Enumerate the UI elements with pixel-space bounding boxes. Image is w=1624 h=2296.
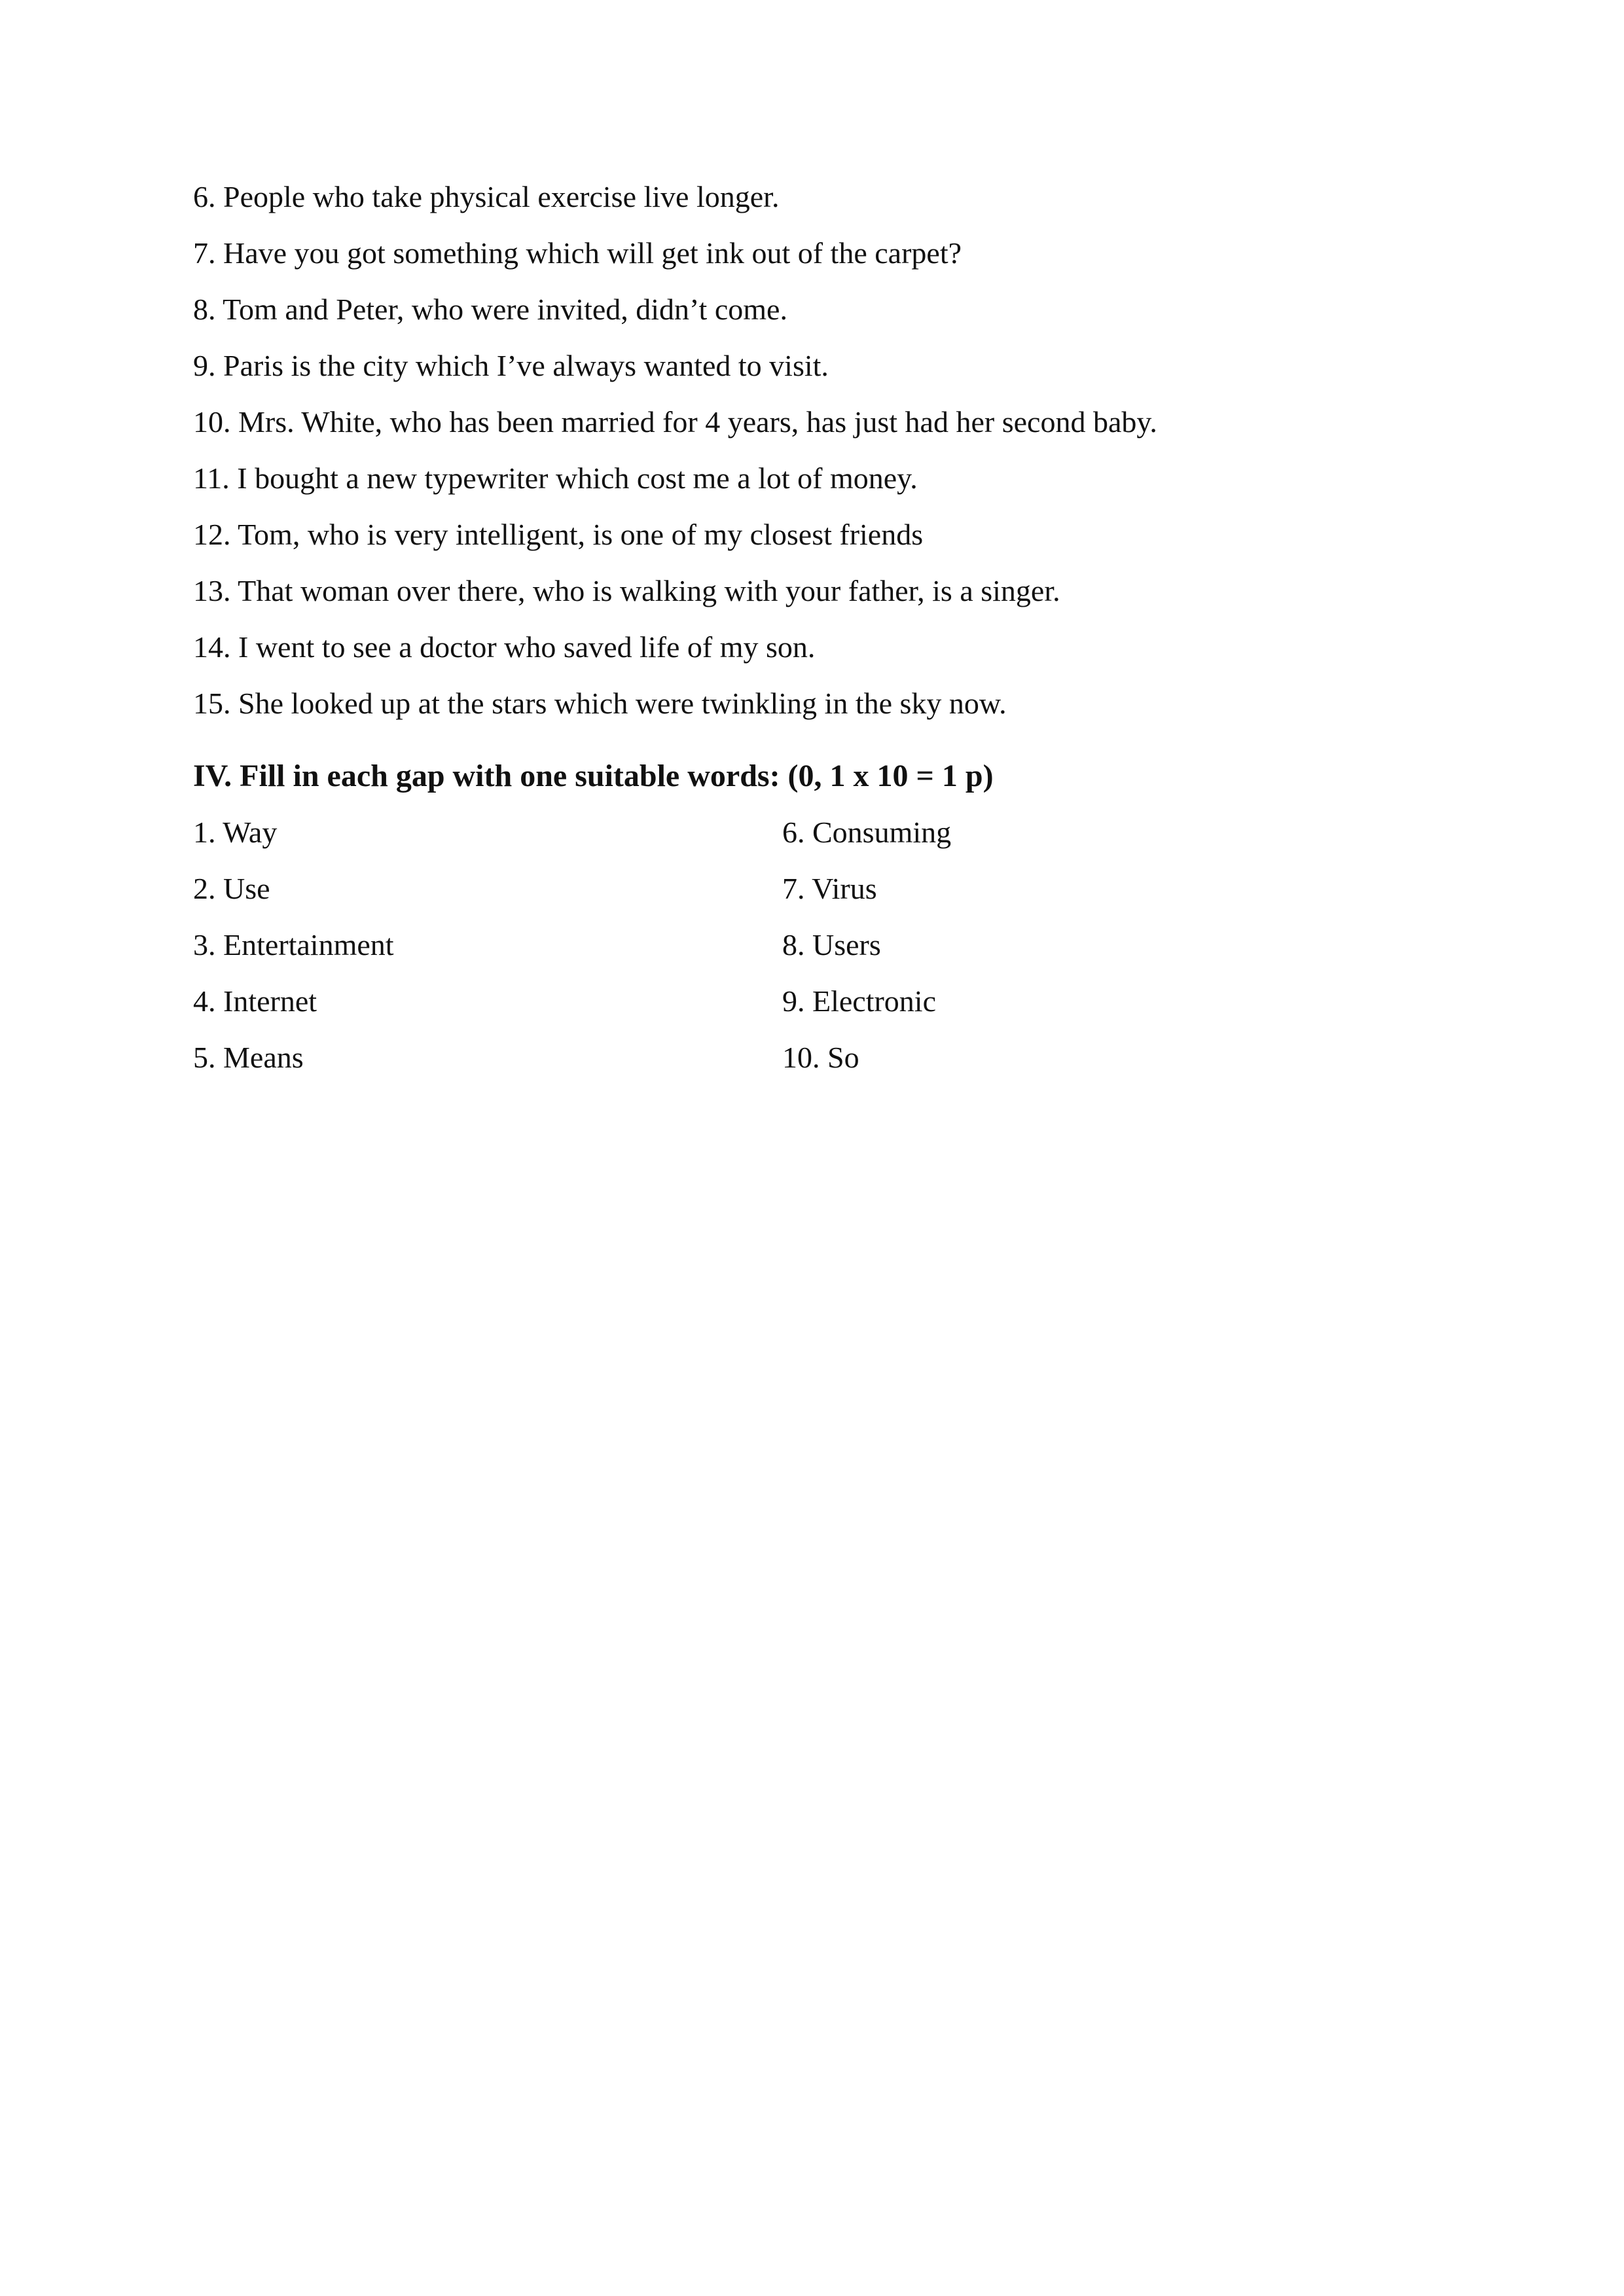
page-content (193, 169, 1470, 1086)
answer-3: 3. Entertainment (193, 928, 394, 961)
answer-4: 4. Internet (193, 984, 317, 1018)
answer-2: 2. Use (193, 872, 270, 905)
answer-8: 8. Users (782, 928, 881, 961)
sentence-7: 7. Have you got something which will get ink out of the carpet? (193, 236, 962, 270)
answer-6: 6. Consuming (782, 816, 952, 849)
sentence-9: 9. Paris is the city which I’ve always wanted to visit. (193, 349, 829, 382)
answer-grid (193, 804, 1470, 1086)
sentence-10: 10. Mrs. White, who has been married for 4 years, has just had her second baby. (193, 405, 1157, 439)
sentence-13: 13. That woman over there, who is walking with your father, is a singer. (193, 574, 1060, 607)
sentence-15: 15. She looked up at the stars which were twinkling in the sky now. (193, 687, 1007, 720)
sentence-6: 6. People who take physical exercise live longer. (193, 180, 780, 213)
answer-7: 7. Virus (782, 872, 877, 905)
answer-10: 10. So (782, 1041, 859, 1074)
answer-1: 1. Way (193, 816, 278, 849)
answer-5: 5. Means (193, 1041, 304, 1074)
sentence-8: 8. Tom and Peter, who were invited, didn’t come. (193, 293, 787, 326)
answer-9: 9. Electronic (782, 984, 937, 1018)
sentence-11: 11. I bought a new typewriter which cost me a lot of money. (193, 461, 918, 495)
sentence-12: 12. Tom, who is very intelligent, is one of my closest friends (193, 518, 924, 551)
sentence-14: 14. I went to see a doctor who saved life of my son. (193, 630, 816, 664)
section-iv-heading: IV. Fill in each gap with one suitable words: (0, 1 x 10 = 1 p) (193, 759, 994, 793)
